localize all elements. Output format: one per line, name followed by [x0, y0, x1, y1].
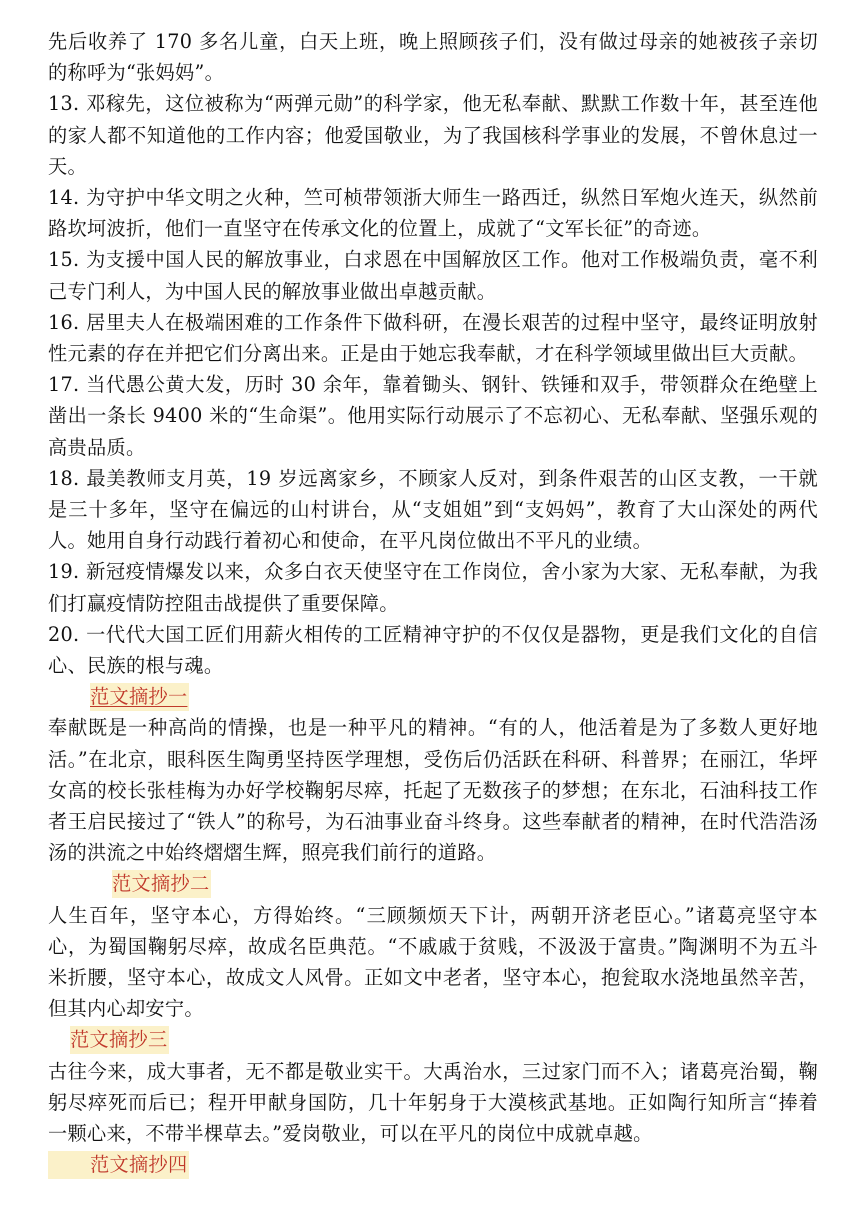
section-heading-1: 范文摘抄一 [90, 683, 189, 711]
section-heading-row-1 [48, 681, 818, 712]
paragraph-item-19: 19. 新冠疫情爆发以来，众多白衣天使坚守在工作岗位，舍小家为大家、无私奉献，为我们打赢疫情防控阻击战提供了重要保障。 [48, 560, 818, 615]
document-page [48, 26, 818, 1180]
section-body-1: 奉献既是一种高尚的情操，也是一种平凡的精神。“有的人，他活着是为了多数人更好地活。”在北京，眼科医生陶勇坚持医学理想，受伤后仍活跃在科研、科普界；在丽江，华坪女高的校长张桂梅为办好学校鞠躬尽瘁，托起了无数孩子的梦想；在东北，石油科技工作者王启民接过了“铁人”的称号，为石油事业奋斗终身。这些奉献者的精神，在时代浩浩汤汤的洪流之中始终熠熠生辉，照亮我们前行的道路。 [48, 716, 818, 865]
paragraph-item-15: 15. 为支援中国人民的解放事业，白求恩在中国解放区工作。他对工作极端负责，毫不利己专门利人，为中国人民的解放事业做出卓越贡献。 [48, 248, 818, 303]
paragraph-item-14: 14. 为守护中华文明之火种，竺可桢带领浙大师生一路西迁，纵然日军炮火连天，纵然前路坎坷波折，他们一直坚守在传承文化的位置上，成就了“文军长征”的奇迹。 [48, 186, 818, 241]
paragraph-item-20: 20. 一代代大国工匠们用薪火相传的工匠精神守护的不仅仅是器物，更是我们文化的自信心、民族的根与魂。 [48, 622, 818, 678]
section-heading-row-2 [48, 868, 818, 899]
section-body-3: 古往今来，成大事者，无不都是敬业实干。大禹治水，三过家门而不入；诸葛亮治蜀，鞠躬尽瘁死而后已；程开甲献身国防，几十年躬身于大漠核武基地。正如陶行知所言“捧着一颗心来，不带半棵草去。”爱岗敬业，可以在平凡的岗位中成就卓越。 [48, 1059, 818, 1146]
paragraph-item-13: 13. 邓稼先，这位被称为“两弹元勋”的科学家，他无私奉献、默默工作数十年，甚至连他的家人都不知道他的工作内容；他爱国敬业，为了我国核科学事业的发展，不曾休息过一天。 [48, 92, 818, 178]
section-heading-3: 范文摘抄三 [70, 1026, 169, 1054]
paragraph-item-17: 17. 当代愚公黄大发，历时 30 余年，靠着锄头、钢针、铁锤和双手，带领群众在绝壁上凿出一条长 9400 米的“生命渠”。他用实际行动展示了不忘初心、无私奉献、坚强乐观的高贵品质。 [48, 373, 818, 459]
section-heading-row-3 [48, 1024, 818, 1055]
paragraph-item-18: 18. 最美教师支月英，19 岁远离家乡，不顾家人反对，到条件艰苦的山区支教，一干就是三十多年，坚守在偏远的山村讲台，从“支姐姐”到“支妈妈”，教育了大山深处的两代人。她用自身行动践行着初心和使命，在平凡岗位做出不平凡的业绩。 [48, 466, 818, 553]
section-heading-4: 范文摘抄四 [48, 1151, 189, 1179]
section-heading-2: 范文摘抄二 [112, 870, 211, 898]
section-body-2: 人生百年，坚守本心，方得始终。“三顾频烦天下计，两朝开济老臣心。”诸葛亮坚守本心，为蜀国鞠躬尽瘁，故成名臣典范。“不戚戚于贫贱，不汲汲于富贵。”陶渊明不为五斗米折腰，坚守本心，故成文人风骨。正如文中老者，坚守本心，抱瓮取水浇地虽然辛苦，但其内心却安宁。 [48, 903, 818, 1021]
paragraph-item-12-tail: 先后收养了 170 多名儿童，白天上班，晚上照顾孩子们，没有做过母亲的她被孩子亲切的称呼为“张妈妈”。 [48, 30, 818, 85]
paragraph-item-16: 16. 居里夫人在极端困难的工作条件下做科研，在漫长艰苦的过程中坚守，最终证明放射性元素的存在并把它们分离出来。正是由于她忘我奉献，才在科学领域里做出巨大贡献。 [48, 310, 818, 366]
section-heading-row-4 [48, 1149, 818, 1180]
